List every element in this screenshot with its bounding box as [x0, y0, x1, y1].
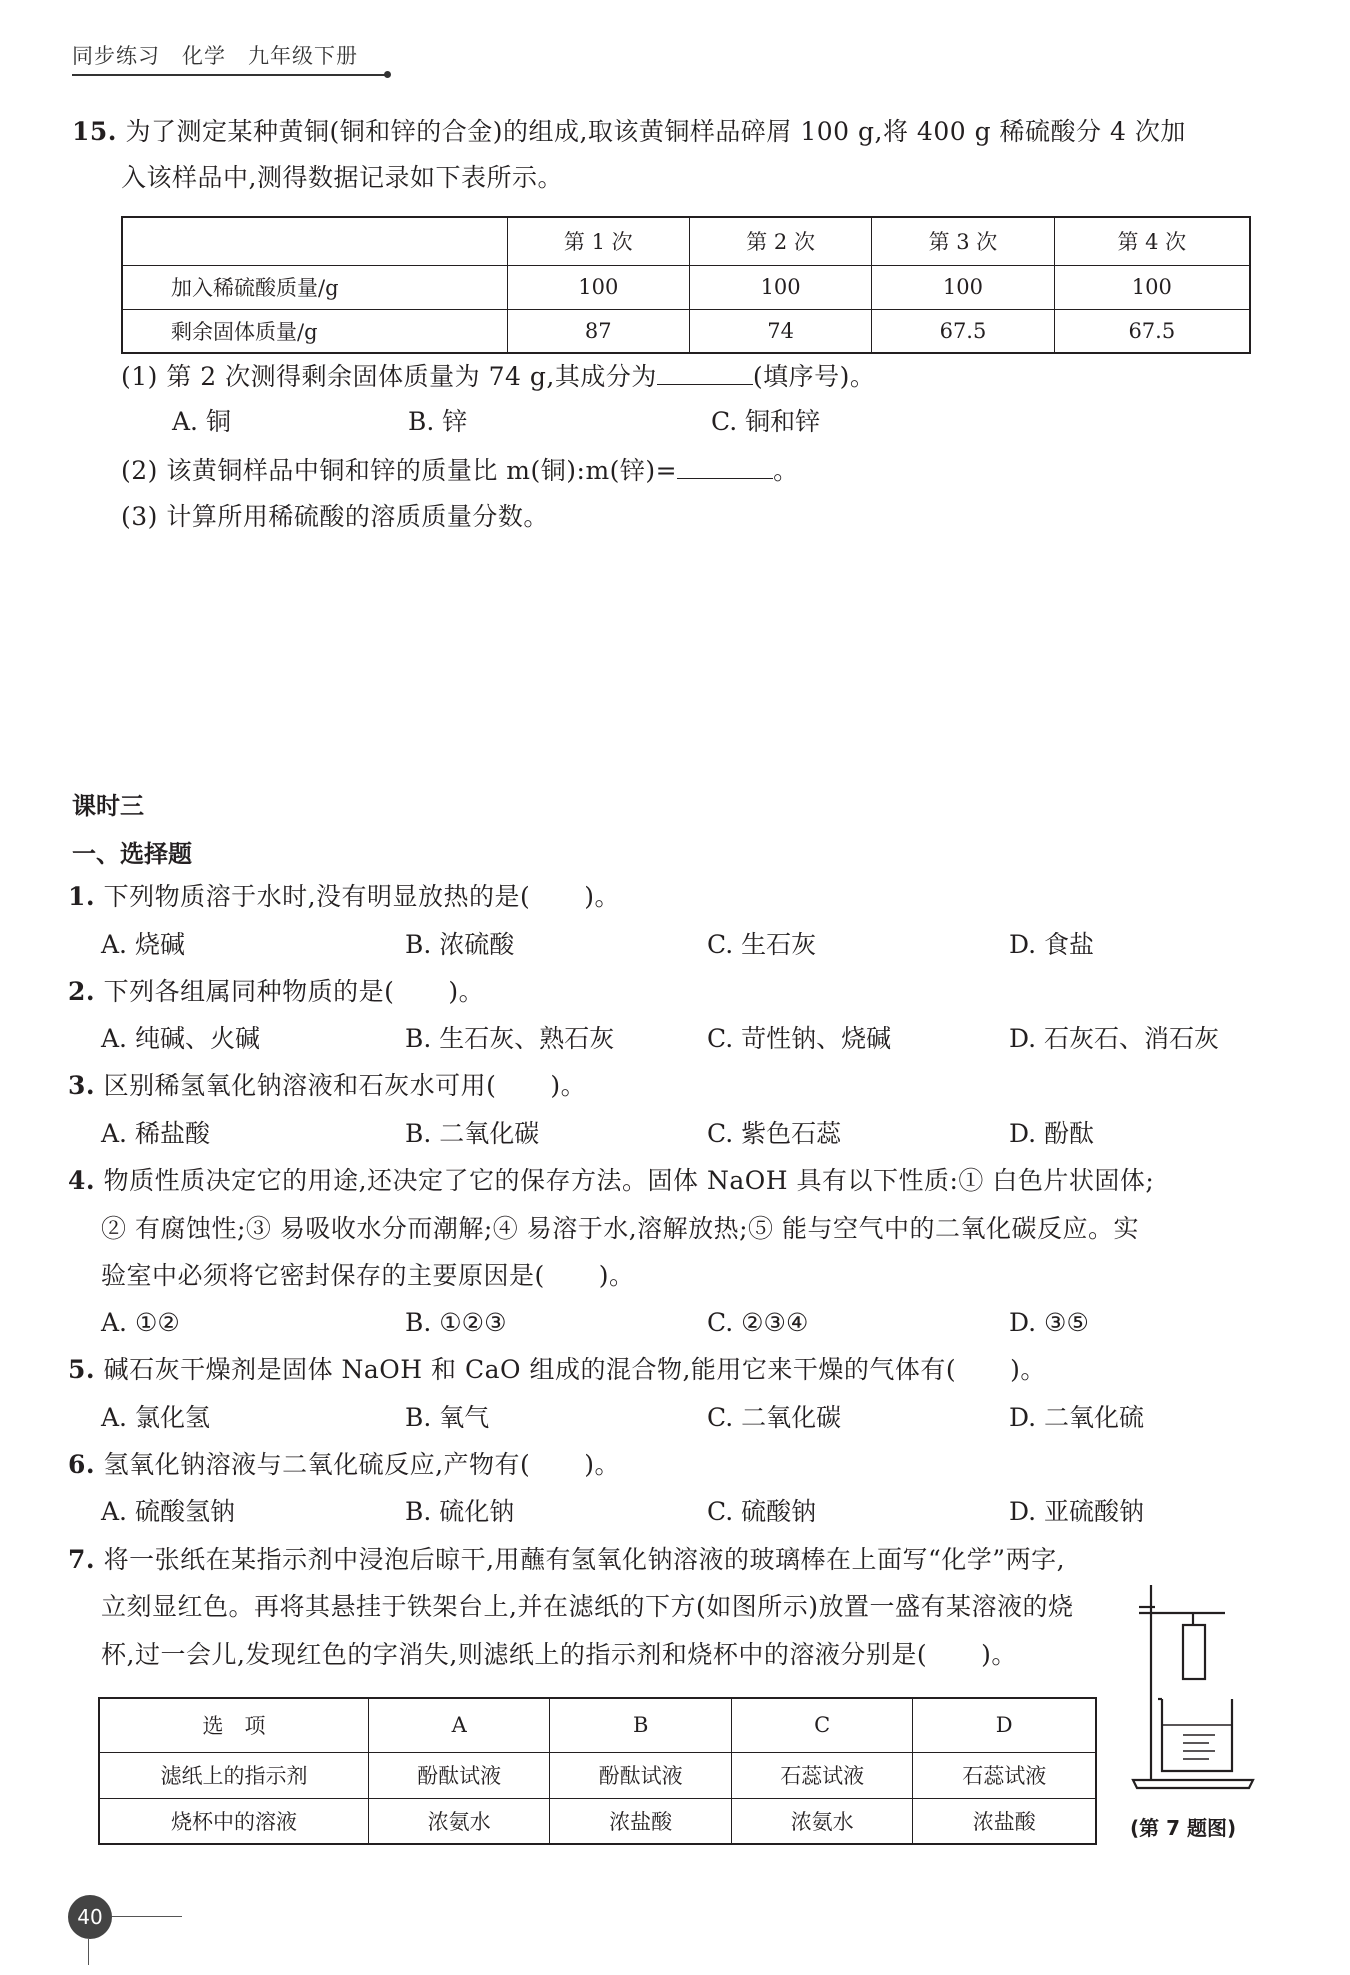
question-5: 5. 碱石灰干燥剂是固体 NaOH 和 CaO 组成的混合物,能用它来干燥的气体有( )。 [68, 1355, 1046, 1384]
table-header-cell: A [368, 1698, 550, 1752]
q15-sub3: (3) 计算所用稀硫酸的溶质质量分数。 [121, 502, 549, 531]
table-header-cell: C [731, 1698, 913, 1752]
q15-sub1: (1) 第 2 次测得剩余固体质量为 74 g,其成分为 (填序号)。 [121, 362, 876, 391]
q6-option-d: D. 亚硫酸钠 [1009, 1497, 1145, 1526]
q15-data-table [121, 216, 1251, 354]
table-cell: 67.5 [872, 309, 1054, 353]
table-cell: 酚酞试液 [368, 1752, 550, 1798]
page-number-vrule [88, 1939, 89, 1965]
q15-number: 15. [72, 117, 117, 146]
q2-option-c: C. 苛性钠、烧碱 [707, 1024, 892, 1053]
table-cell: 100 [872, 265, 1054, 309]
q1-option-a: A. 烧碱 [101, 930, 185, 959]
table-row [122, 309, 1250, 353]
table-row [99, 1798, 1096, 1844]
table-header-row [122, 217, 1250, 265]
q6-option-a: A. 硫酸氢钠 [101, 1497, 235, 1526]
table-header-cell: 第 2 次 [689, 217, 871, 265]
table-cell: 浓氨水 [731, 1798, 913, 1844]
q4-option-d: D. ③⑤ [1009, 1308, 1089, 1337]
question-4-line1: 4. 物质性质决定它的用途,还决定了它的保存方法。固体 NaOH 具有以下性质:① 白色片状固体; [68, 1166, 1155, 1195]
question-6: 6. 氢氧化钠溶液与二氧化硫反应,产物有( )。 [68, 1450, 621, 1479]
q15-sub1-option-a: A. 铜 [172, 407, 231, 436]
table-cell: 100 [689, 265, 871, 309]
table-cell: 74 [689, 309, 871, 353]
running-header [72, 40, 380, 70]
q5-option-a: A. 氯化氢 [101, 1403, 210, 1432]
lesson-title: 课时三 [72, 792, 144, 820]
answer-blank[interactable] [677, 454, 773, 479]
q2-option-b: B. 生石灰、熟石灰 [405, 1024, 615, 1053]
table-cell: 67.5 [1054, 309, 1250, 353]
table-cell: 浓氨水 [368, 1798, 550, 1844]
q3-option-b: B. 二氧化碳 [405, 1119, 540, 1148]
q4-option-b: B. ①②③ [405, 1308, 507, 1337]
q5-option-c: C. 二氧化碳 [707, 1403, 842, 1432]
table-row-label: 剩余固体质量/g [122, 309, 507, 353]
table-row-label: 加入稀硫酸质量/g [122, 265, 507, 309]
q2-option-a: A. 纯碱、火碱 [101, 1024, 260, 1053]
q15-line1: 15. 为了测定某种黄铜(铜和锌的合金)的组成,取该黄铜样品碎屑 100 g,将 400 g 稀硫酸分 4 次加 [72, 117, 1186, 146]
table-header-row [99, 1698, 1096, 1752]
table-cell: 浓盐酸 [550, 1798, 732, 1844]
q1-option-d: D. 食盐 [1009, 930, 1095, 959]
table-header-cell: 第 1 次 [507, 217, 689, 265]
q3-option-a: A. 稀盐酸 [101, 1119, 210, 1148]
table-header-cell: 第 3 次 [872, 217, 1054, 265]
q5-option-d: D. 二氧化硫 [1009, 1403, 1145, 1432]
page-number: 40 [68, 1895, 112, 1939]
question-3: 3. 区别稀氢氧化钠溶液和石灰水可用( )。 [68, 1071, 587, 1100]
figure-caption: (第 7 题图) [1130, 1816, 1237, 1840]
header-grade: 九年级下册 [248, 44, 358, 68]
answer-blank[interactable] [657, 360, 753, 385]
table-row-label: 烧杯中的溶液 [99, 1798, 368, 1844]
question-1: 1. 下列物质溶于水时,没有明显放热的是( )。 [68, 882, 621, 911]
q6-option-b: B. 硫化钠 [405, 1497, 515, 1526]
question-7-line2: 立刻显红色。再将其悬挂于铁架台上,并在滤纸的下方(如图所示)放置一盛有某溶液的烧 [101, 1592, 1074, 1621]
header-rule [72, 74, 388, 76]
q15-line2: 入该样品中,测得数据记录如下表所示。 [121, 163, 563, 192]
header-rule-dot [384, 71, 391, 78]
table-header-cell: D [913, 1698, 1096, 1752]
q4-option-a: A. ①② [101, 1308, 180, 1337]
table-cell: 酚酞试液 [550, 1752, 732, 1798]
q1-option-c: C. 生石灰 [707, 930, 817, 959]
table-row-label: 滤纸上的指示剂 [99, 1752, 368, 1798]
table-cell: 100 [1054, 265, 1250, 309]
table-header-cell [122, 217, 507, 265]
table-cell: 石蕊试液 [731, 1752, 913, 1798]
question-2: 2. 下列各组属同种物质的是( )。 [68, 977, 485, 1006]
table-header-cell: B [550, 1698, 732, 1752]
q15-sub2: (2) 该黄铜样品中铜和锌的质量比 m(铜):m(锌)= 。 [121, 456, 799, 485]
q4-option-c: C. ②③④ [707, 1308, 809, 1337]
table-cell: 浓盐酸 [913, 1798, 1096, 1844]
question-4-line2: ② 有腐蚀性;③ 易吸收水分而潮解;④ 易溶于水,溶解放热;⑤ 能与空气中的二氧化碳反应。实 [101, 1214, 1140, 1243]
q7-options-table [98, 1697, 1097, 1845]
q1-option-b: B. 浓硫酸 [405, 930, 515, 959]
q5-option-b: B. 氧气 [405, 1403, 490, 1432]
page-number-rule [112, 1916, 182, 1917]
table-header-cell: 选 项 [99, 1698, 368, 1752]
table-cell: 87 [507, 309, 689, 353]
q3-option-c: C. 紫色石蕊 [707, 1119, 842, 1148]
table-row [122, 265, 1250, 309]
q3-option-d: D. 酚酞 [1009, 1119, 1095, 1148]
section-title: 一、选择题 [72, 840, 192, 868]
table-cell: 100 [507, 265, 689, 309]
table-cell: 石蕊试液 [913, 1752, 1096, 1798]
question-7-line1: 7. 将一张纸在某指示剂中浸泡后晾干,用蘸有氢氧化钠溶液的玻璃棒在上面写“化学”两字, [68, 1545, 1066, 1574]
question-4-line3: 验室中必须将它密封保存的主要原因是( )。 [101, 1261, 635, 1290]
q2-option-d: D. 石灰石、消石灰 [1009, 1024, 1220, 1053]
question-7-line3: 杯,过一会儿,发现红色的字消失,则滤纸上的指示剂和烧杯中的溶液分别是( )。 [101, 1640, 1017, 1669]
header-subject: 化学 [182, 44, 226, 68]
q15-sub1-option-b: B. 锌 [408, 407, 468, 436]
q15-sub1-option-c: C. 铜和锌 [711, 407, 821, 436]
q6-option-c: C. 硫酸钠 [707, 1497, 817, 1526]
table-header-cell: 第 4 次 [1054, 217, 1250, 265]
header-book: 同步练习 [72, 44, 160, 68]
table-row [99, 1752, 1096, 1798]
iron-stand-beaker-figure [1125, 1575, 1265, 1795]
